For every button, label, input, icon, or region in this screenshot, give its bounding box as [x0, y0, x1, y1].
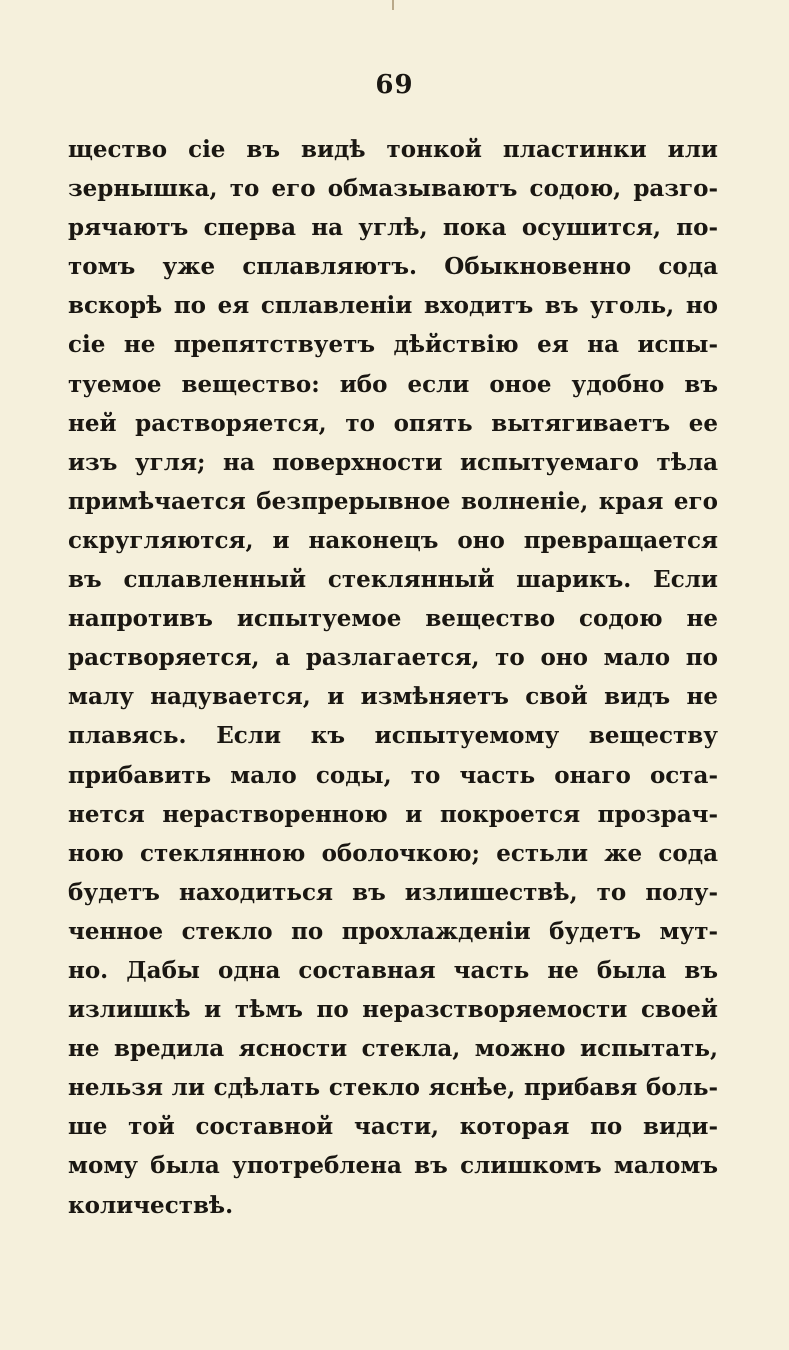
text-line: ше той составной части, которая по види-: [68, 1113, 718, 1141]
text-line: щество сіе въ видѣ тонкой пластинки или: [68, 136, 718, 163]
text-line: рячаютъ сперва на углѣ, пока осушится, по-: [68, 214, 718, 242]
text-line: прибавить мало соды, то часть онаго оста-: [68, 761, 718, 789]
text-line: туемое вещество: ибо если оное удобно въ: [68, 370, 718, 398]
text-line: ною стеклянною оболочкою; естьли же сода: [68, 839, 718, 867]
text-line: изъ угля; на поверхности испытуемаго тѣла: [68, 448, 718, 476]
text-line: въ сплавленный стеклянный шарикъ. Если: [68, 566, 718, 594]
text-line: не вредила ясности стекла, можно испытать,: [68, 1035, 718, 1063]
text-line: будетъ находиться въ излишествѣ, то полу-: [68, 878, 718, 906]
text-line: томъ уже сплавляютъ. Обыкновенно сода: [68, 253, 718, 281]
text-line: малу надувается, и измѣняетъ свой видъ не: [68, 683, 718, 711]
text-line: нется нерастворенною и покроется прозрач-: [68, 800, 718, 828]
text-line: вскорѣ по ея сплавленіи входитъ въ уголь, но: [68, 292, 718, 320]
text-line: плавясь. Если къ испытуемому веществу: [68, 722, 718, 750]
printing-mark: [392, 0, 394, 10]
text-line: скругляются, и наконецъ оно превращается: [68, 526, 718, 554]
text-line: но. Дабы одна составная часть не была въ: [68, 956, 718, 984]
text-line: ченное стекло по прохлажденіи будетъ мут-: [68, 917, 718, 945]
text-line: мому была употреблена въ слишкомъ маломъ: [68, 1152, 718, 1180]
text-line: растворяется, а разлагается, то оно мало по: [68, 644, 718, 672]
text-line: нельзя ли сдѣлать стекло яснѣе, прибавя боль-: [68, 1074, 718, 1102]
text-line: количествѣ.: [68, 1191, 234, 1219]
text-line: ней растворяется, то опять вытягиваетъ ее: [68, 409, 718, 437]
text-line: напротивъ испытуемое вещество содою не: [68, 605, 718, 633]
text-line: сіе не препятствуетъ дѣйствію ея на испы-: [68, 331, 718, 359]
body-text: [68, 130, 718, 1225]
text-line: примѣчается безпрерывное волненіе, края его: [68, 487, 718, 515]
page-number: 69: [375, 70, 414, 100]
text-line: излишкѣ и тѣмъ по неразстворяемости своей: [68, 996, 718, 1024]
text-line: зернышка, то его обмазываютъ содою, разго-: [68, 175, 718, 203]
